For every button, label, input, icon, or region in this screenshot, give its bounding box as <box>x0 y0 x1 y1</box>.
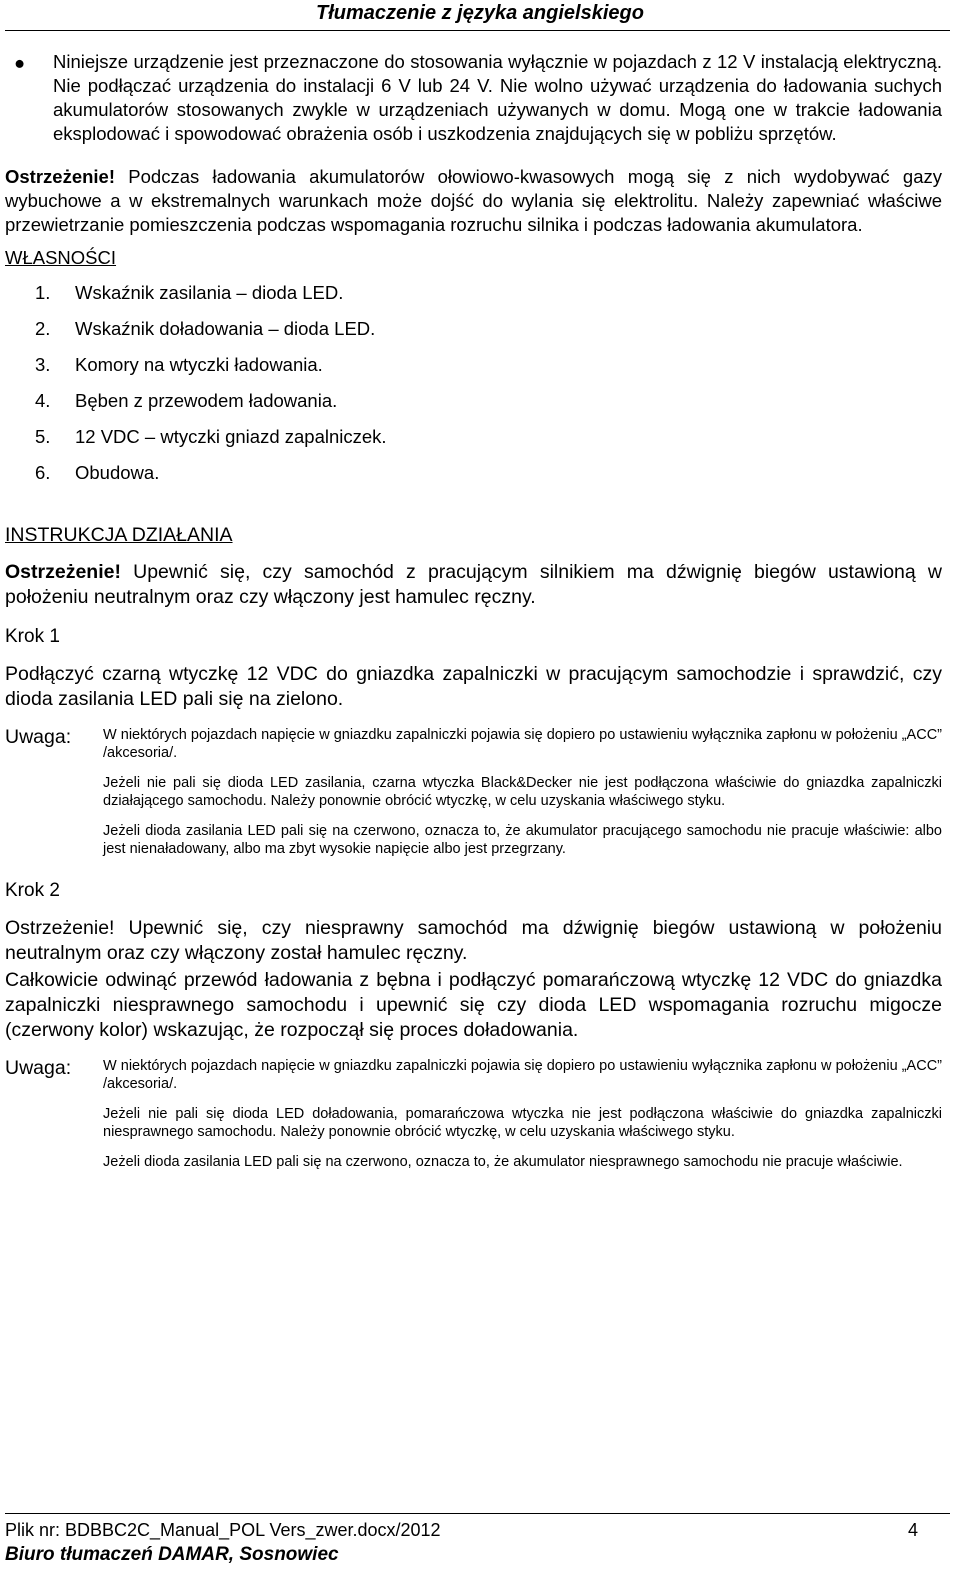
list-item: 6. Obudowa. <box>35 462 160 483</box>
note-label: Uwaga: <box>5 726 72 748</box>
footer-bureau: Biuro tłumaczeń DAMAR, Sosnowiec <box>5 1544 339 1565</box>
note-body <box>103 726 942 870</box>
list-item: 3. Komory na wtyczki ładowania. <box>35 354 323 375</box>
bullet-icon: ● <box>14 52 26 73</box>
list-item: 5. 12 VDC – wtyczki gniazd zapalniczek. <box>35 426 387 447</box>
features-list <box>5 281 942 485</box>
list-item: 4. Bęben z przewodem ładowania. <box>35 390 338 411</box>
note-label: Uwaga: <box>5 1057 72 1079</box>
page-number: 4 <box>907 1520 918 1540</box>
step2-note <box>5 1057 942 1183</box>
warning-paragraph <box>5 165 942 237</box>
step2-label: Krok 2 <box>5 880 60 901</box>
step2-warning <box>5 916 942 966</box>
note-body <box>103 1057 942 1183</box>
warning-label: Ostrzeżenie! <box>5 166 116 187</box>
footer-rule <box>5 1513 950 1514</box>
list-item: 1. Wskaźnik zasilania – dioda LED. <box>35 282 344 303</box>
warning-text: Upewnić się, czy niesprawny samochód ma dźwignię biegów ustawioną w położeniu neutralnym oraz czy włączony został hamulec ręczny. <box>5 917 942 964</box>
step1-text: Podłączyć czarną wtyczkę 12 VDC do gniazdka zapalniczki w pracującym samochodzie i sprawdzić, czy dioda zasilania LED pali się na zielono. <box>5 663 942 710</box>
list-item: 2. Wskaźnik doładowania – dioda LED. <box>35 318 376 339</box>
note-paragraph: Jeżeli nie pali się dioda LED zasilania, czarna wtyczka Black&Decker nie jest podłączona właściwie do gniazdka zapalniczki działającego samochodu. Należy ponownie obrócić wtyczkę, w celu uzyskania właściwego styku. <box>103 775 942 809</box>
header-rule <box>5 30 950 31</box>
note-paragraph: Jeżeli dioda zasilania LED pali się na czerwono, oznacza to, że akumulator pracującego samochodu nie pracuje właściwie: albo jest nienaładowany, albo ma zbyt wysokie napięcie albo jest przegrzany. <box>103 823 942 857</box>
warning-label: Ostrzeżenie! <box>5 561 121 583</box>
note-paragraph: Jeżeli nie pali się dioda LED doładowania, pomarańczowa wtyczka nie jest podłączona właściwie do gniazdka zapalniczki niesprawnego samochodu. Należy ponownie obrócić wtyczkę, w celu uzyskania właściwego styku. <box>103 1106 942 1140</box>
note-paragraph: Jeżeli dioda zasilania LED pali się na czerwono, oznacza to, że akumulator niesprawnego samochodu nie pracuje właściwie. <box>103 1154 903 1170</box>
warning-label: Ostrzeżenie! <box>5 917 115 939</box>
instructions-heading: INSTRUKCJA DZIAŁANIA <box>5 524 233 546</box>
step1-label: Krok 1 <box>5 626 60 647</box>
step2-text: Całkowicie odwinąć przewód ładowania z bębna i podłączyć pomarańczową wtyczkę 12 VDC do gniazdka zapalniczki niesprawnego samochodu i upewnić się czy dioda LED wspomagania rozruchu migocze (czerwony kolor) wskazując, że rozpoczął się proces doładowania. <box>5 969 942 1041</box>
instructions-warning <box>5 560 942 610</box>
warning-text: Podczas ładowania akumulatorów ołowiowo-kwasowych mogą się z nich wydobywać gazy wybuchowe a w ekstremalnych warunkach może dojść do wylania się elektrolitu. Należy zapewniać właściwe przewietrzanie pomieszczenia podczas wspomagania rozruchu silnika i podczas ładowania akumulatora. <box>5 166 942 235</box>
header-title: Tłumaczenie z języka angielskiego <box>316 2 644 24</box>
step1-note <box>5 726 942 870</box>
note-paragraph: W niektórych pojazdach napięcie w gniazdku zapalniczki pojawia się dopiero po ustawieniu wyłącznika zapłonu w położeniu „ACC” /akcesoria/. <box>103 1058 942 1092</box>
bullet-item <box>5 50 942 146</box>
footer-file-name: Plik nr: BDBBC2C_Manual_POL Vers_zwer.docx/2012 <box>5 1520 441 1540</box>
features-heading: WŁASNOŚCI <box>5 247 117 268</box>
note-paragraph: W niektórych pojazdach napięcie w gniazdku zapalniczki pojawia się dopiero po ustawieniu wyłącznika zapłonu w położeniu „ACC” /akcesoria/. <box>103 727 942 761</box>
content <box>5 50 942 1193</box>
bullet-text: Niniejsze urządzenie jest przeznaczone do stosowania wyłącznie w pojazdach z 12 V instalacją elektryczną. Nie podłączać urządzenia do instalacji 6 V lub 24 V. Nie wolno używać urządzenia do ładowania suchych akumulatorów stosowanych zwykle w urządzeniach używanych w domu. Mogą one w trakcie ładowania eksplodować i spowodować obrażenia osób i uszkodzenia znajdujących się w pobliżu sprzętów. <box>53 51 942 144</box>
warning-text: Upewnić się, czy samochód z pracującym silnikiem ma dźwignię biegów ustawioną w położeniu neutralnym oraz czy włączony jest hamulec ręczny. <box>5 561 942 608</box>
